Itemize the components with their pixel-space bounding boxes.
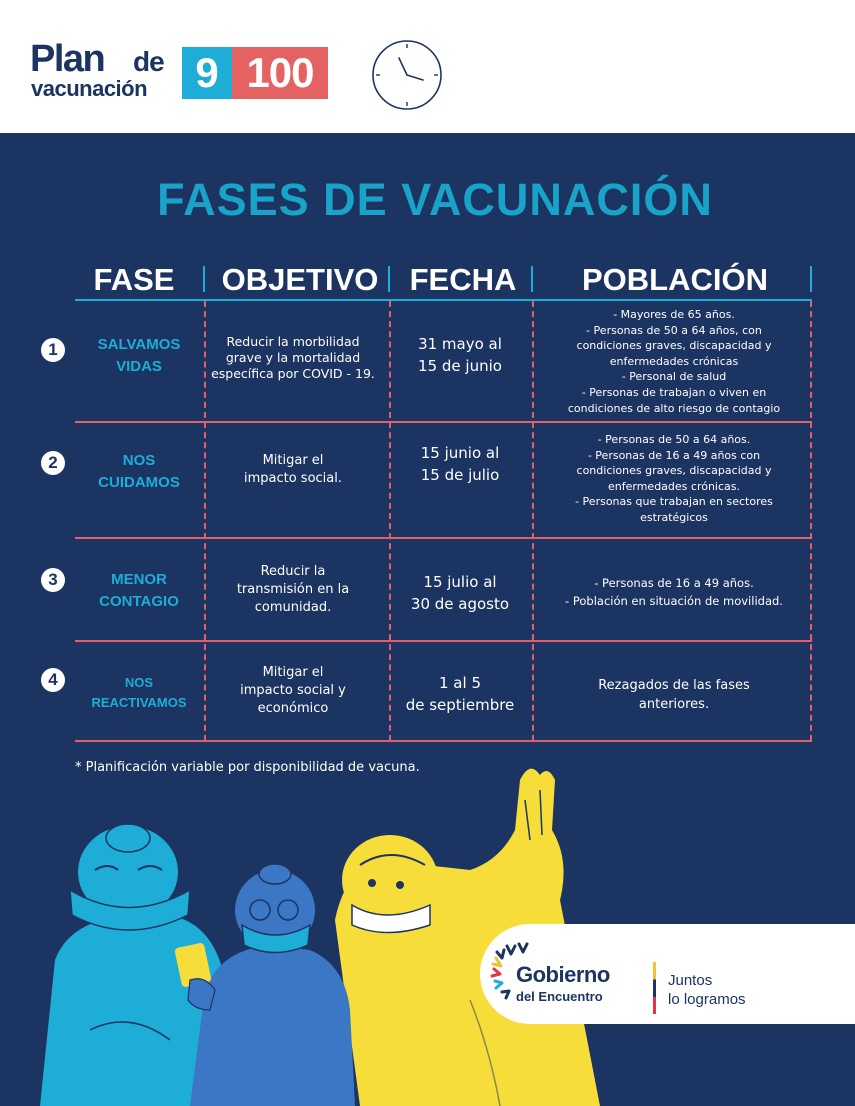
page-title: FASES DE VACUNACIÓN [157,174,713,225]
header [0,0,855,133]
phase-date: 15 junio al 15 de julio [420,444,500,484]
logo-badge-100: 100 [232,47,328,99]
phase-name: SALVAMOS VIDAS [97,336,181,375]
header-rule [75,299,812,301]
gov-name-text: Gobierno [516,962,610,987]
blue-person-illustration [174,864,355,1106]
header-separator [388,266,390,292]
phase-number: 1 [41,338,65,362]
people-illustration [0,740,855,1106]
phase-date: 1 al 5 de septiembre [405,674,515,714]
phase-number: 2 [41,451,65,475]
phase-date: 31 mayo al 15 de junio [418,335,502,375]
column-divider [810,301,812,741]
phase-name: NOS REACTIVAMOS [91,675,187,710]
government-logo [480,924,855,1024]
phase-population: - Personas de 16 a 49 años. - Población en situación de movilidad. [565,576,783,608]
gov-slogan: Juntos lo logramos [668,972,746,1008]
column-header-fase: FASE [93,262,175,297]
phase-population: - Personas de 50 a 64 años. - Personas de 16 a 49 años con condiciones graves, discapacidad y enfermedades crónicas. - Personas que trabajan en sectores estratégicos [575,433,773,524]
phase-objective: Mitigar el impacto social y económico [240,665,346,716]
phase-number: 3 [41,568,65,592]
logo-vacunacion-text: vacunación [31,76,148,101]
phase-objective: Reducir la transmisión en la comunidad. [236,564,350,615]
column-divider [532,301,534,741]
row-divider [75,640,812,642]
header-separator [810,266,812,292]
column-header-poblacion: POBLACIÓN [582,262,768,297]
phase-objective: Reducir la morbilidad grave y la mortalidad específica por COVID - 19. [211,334,375,381]
header-separator [531,266,533,292]
phase-population: - Mayores de 65 años. - Personas de 50 a 64 años, con condiciones graves, discapacidad y enfermedades crónicas - Personal de salud - Personas de trabajan o viven en condiciones de alto riesgo de contagio [567,308,781,415]
column-divider [204,301,206,741]
phase-name: NOS CUIDAMOS [98,452,180,491]
footnote: * Planificación variable por disponibilidad de vacuna. [75,760,420,775]
phase-date: 15 julio al 30 de agosto [410,573,510,613]
phase-population: Rezagados de las fases anteriores. [598,678,750,712]
logo-de-text: de [133,46,164,77]
header-separator [203,266,205,292]
phase-name: MENOR CONTAGIO [99,571,179,610]
column-header-objetivo: OBJETIVO [221,262,379,297]
logo-plan-text: Plan [30,38,105,80]
row-divider [75,421,812,423]
clock-icon [370,38,444,112]
gov-divider [653,962,656,1014]
gov-sub-text: del Encuentro [516,989,603,1004]
phase-number: 4 [41,668,65,692]
logo-badge-9: 9 [182,47,232,99]
column-header-fecha: FECHA [409,262,517,297]
phase-objective: Mitigar el impacto social. [243,453,343,486]
row-divider [75,537,812,539]
